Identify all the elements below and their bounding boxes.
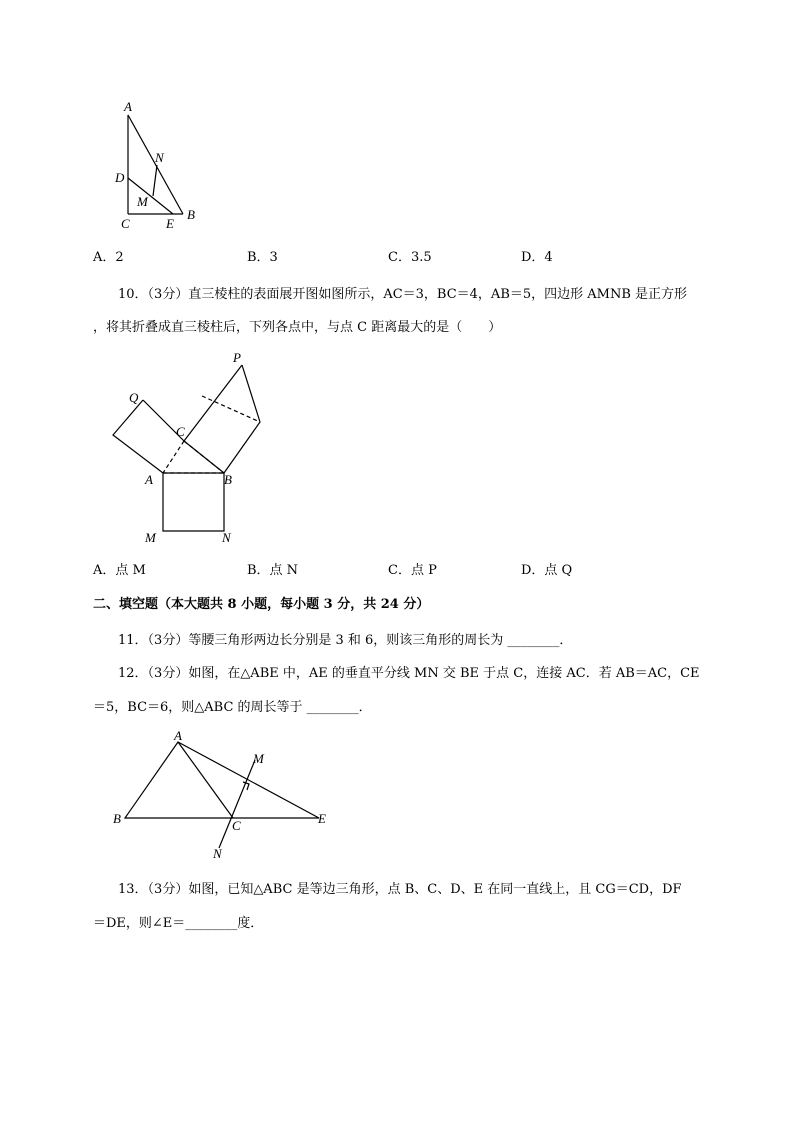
q9-label-n: N (155, 150, 164, 165)
q10-dash-ca (163, 441, 184, 473)
q9-label-a: A (124, 99, 132, 114)
q10-label-q: Q (129, 390, 139, 405)
q10-label-a: A (145, 472, 153, 487)
q10-dash-fold (202, 396, 260, 422)
q9-label-e: E (166, 216, 174, 231)
q9-option-a[interactable]: A．2 (93, 250, 124, 265)
q12-label-a: A (174, 730, 182, 743)
q10-option-c[interactable]: C．点 P (388, 563, 437, 578)
q11-stem: 11．（3分）等腰三角形两边长分别是 3 和 6，则该三角形的周长为 ________． (118, 633, 573, 648)
q10-option-d[interactable]: D．点 Q (521, 563, 573, 578)
q12-line-ac (178, 742, 233, 818)
q13-stem-line-2: ＝DE，则∠E＝________度． (93, 916, 264, 931)
q12-triangle-abe (125, 742, 319, 818)
q10-stem-line-1: 10．（3分）直三棱柱的表面展开图如图所示，AC＝3，BC＝4，AB＝5，四边形 AMNB 是正方形 (118, 287, 688, 302)
q12-stem-line-2: ＝5，BC＝6，则△ABC 的周长等于 ________． (93, 700, 372, 715)
q10-left-rect (113, 400, 163, 473)
q10-label-c: C (176, 424, 185, 439)
q10-label-m: M (145, 530, 156, 545)
q9-option-b[interactable]: B．3 (247, 250, 278, 265)
q12-label-m: M (253, 751, 264, 766)
q9-figure (100, 95, 220, 235)
q12-stem-line-1: 12．（3分）如图，在△ABE 中，AE 的垂直平分线 MN 交 BE 于点 C，连接 AC．若 AB＝AC，CE (118, 666, 700, 681)
section-heading-fill-in: 二、填空题（本大题共 8 小题，每小题 3 分，共 24 分） (93, 597, 430, 612)
q10-line-cb (184, 365, 242, 441)
q10-label-b: B (224, 472, 232, 487)
q9-option-c[interactable]: C．3.5 (388, 250, 432, 265)
q10-figure (100, 345, 280, 550)
q10-option-b[interactable]: B．点 N (247, 563, 299, 578)
q12-label-b: B (113, 811, 121, 826)
q9-option-d[interactable]: D．4 (521, 250, 553, 265)
q10-stem-line-2: ，将其折叠成直三棱柱后，下列各点中，与点 C 距离最大的是（ ） (93, 320, 502, 335)
q10-label-n: N (222, 530, 231, 545)
q12-label-n: N (213, 846, 222, 861)
q9-label-c: C (121, 216, 130, 231)
q10-square-amnb (163, 473, 224, 531)
q12-label-e: E (318, 811, 326, 826)
q10-option-a[interactable]: A．点 M (93, 563, 146, 578)
q9-label-d: D (115, 170, 125, 185)
q10-label-p: P (233, 350, 241, 365)
q9-label-m: M (137, 194, 148, 209)
q13-stem-line-1: 13．（3分）如图，已知△ABC 是等边三角形，点 B、C、D、E 在同一直线上，且 CG＝CD，DF (118, 882, 682, 897)
q9-label-b: B (187, 207, 195, 222)
q12-label-c: C (232, 818, 241, 833)
q12-figure (105, 730, 340, 865)
q9-line-nm (153, 165, 157, 196)
